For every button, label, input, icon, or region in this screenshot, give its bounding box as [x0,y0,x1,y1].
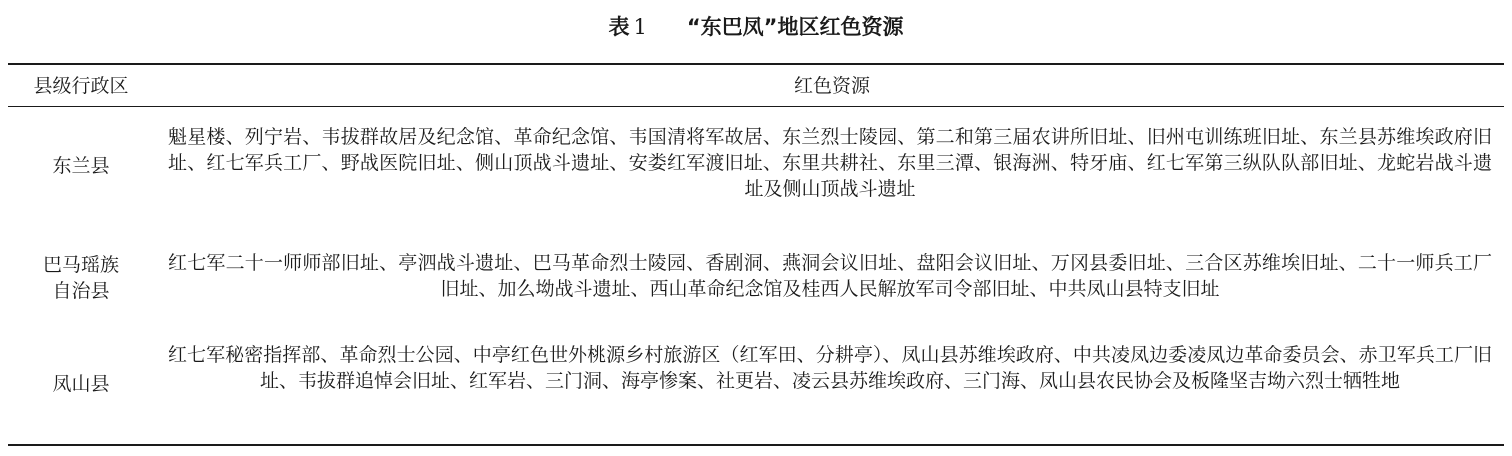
county-cell [8,250,154,306]
caption-number: 1 [633,15,647,39]
caption-label: 表 [608,15,630,39]
county-cell [8,124,154,208]
county-name: 巴马瑶族自治县 [42,254,119,302]
county-cell [8,342,154,426]
table-bottom-rule [8,444,1504,446]
table-header-rule [8,106,1504,107]
resources-cell: 红七军秘密指挥部、革命烈士公园、中亭红色世外桃源乡村旅游区（红军田、分耕亭）、凤山县苏维埃政府、中共凌凤边委凌凤边革命委员会、赤卫军兵工厂旧址、韦拔群追悼会旧址、红军岩、三门洞、海亭惨案、社更岩、凌云县苏维埃政府、三门海、凤山县农民协会及板隆坚吉坳六烈士牺牲地 [168,344,1492,392]
table-caption [0,10,1512,44]
resources-cell: 红七军二十一师师部旧址、亭泗战斗遗址、巴马革命烈士陵园、香剧洞、燕洞会议旧址、盘阳会议旧址、万冈县委旧址、三合区苏维埃旧址、二十一师兵工厂旧址、加么坳战斗遗址、西山革命纪念馆及桂西人民解放军司令部旧址、中共凤山县特支旧址 [168,252,1492,300]
county-name: 凤山县 [52,373,110,395]
table-top-rule [8,63,1504,65]
table-row [8,342,1504,426]
caption-title: “东巴凤”地区红色资源 [686,15,904,39]
header-county: 县级行政区 [33,75,129,97]
county-name: 东兰县 [52,155,110,177]
header-resources: 红色资源 [793,75,870,97]
resources-cell: 魁星楼、列宁岩、韦拔群故居及纪念馆、革命纪念馆、韦国清将军故居、东兰烈士陵园、第二和第三届农讲所旧址、旧州屯训练班旧址、东兰县苏维埃政府旧址、红七军兵工厂、野战医院旧址、侧山顶战斗遗址、安娄红军渡旧址、东里共耕社、东里三潭、银海洲、特牙庙、红七军第三纵队队部旧址、龙蛇岩战斗遗址及侧山顶战斗遗址 [168,126,1492,200]
table-row [8,124,1504,208]
table-row [8,250,1504,306]
